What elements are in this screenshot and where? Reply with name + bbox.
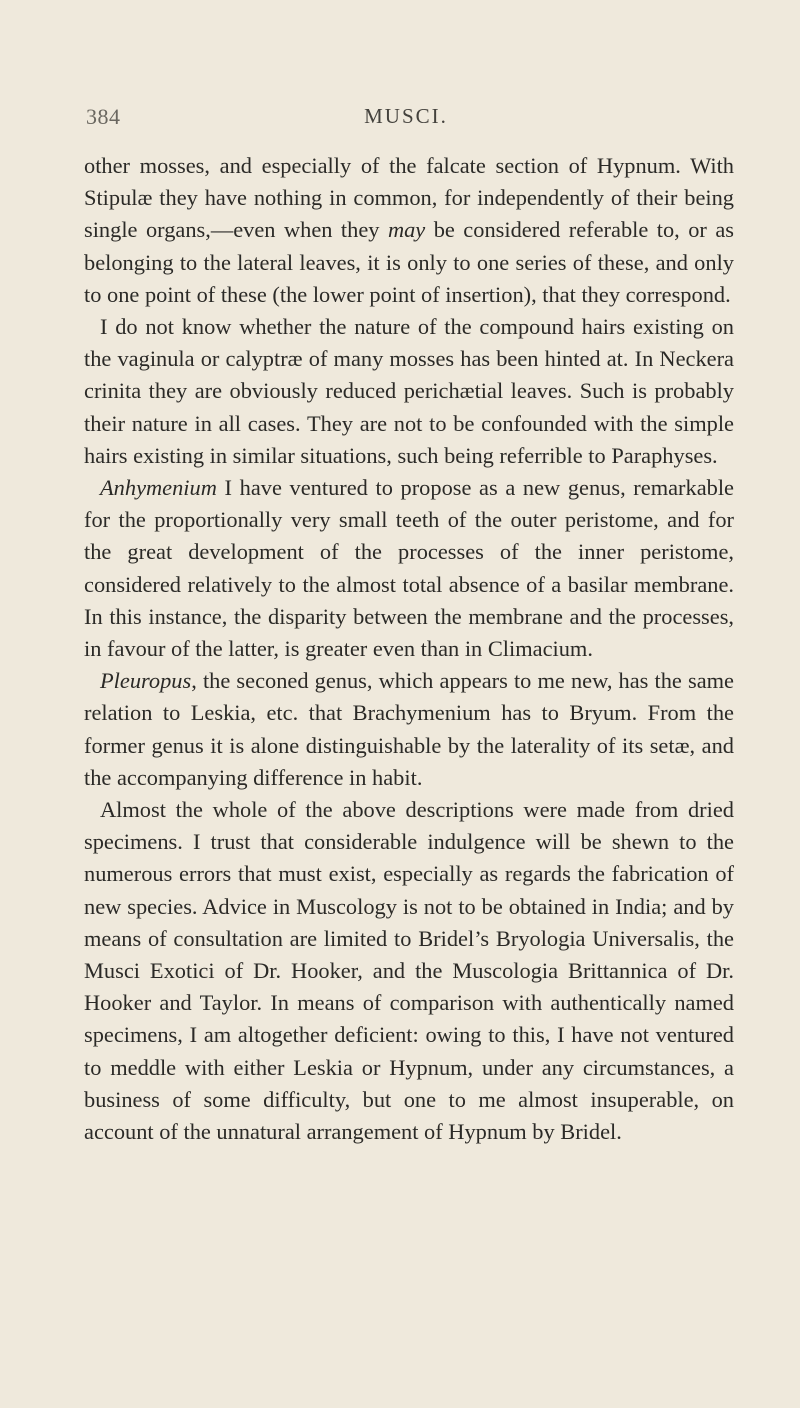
paragraph-3-italic: Anhymenium [100,475,217,501]
paragraph-3-text: I have ventured to propose as a new genus, remarkable for the proportionally very small teeth of the outer peristome, and for the great development of the processes of the inner peristome, considered relatively to the almost total absence of a basilar membrane. In this instance, the disparity between the membrane and the processes, in favour of the latter, is greater even than in Climacium. [84,475,734,662]
body-text [84,150,734,1148]
paragraph-4 [84,665,734,794]
running-head [86,104,726,134]
paragraph-4-italic: Pleuropus [100,668,192,694]
running-title: MUSCI. [364,104,448,128]
paragraph-4-text: , the seconed genus, which appears to me new, has the same relation to Leskia, etc. that Brachymenium has to Bryum. From the former genus it is alone distinguishable by the laterality of its setæ, and the accompanying difference in habit. [84,668,734,790]
paragraph-3 [84,472,734,665]
paragraph-1-text: other mosses, and especially of the falcate section of Hypnum. With Stipulæ they have nothing in common, for independently of their being single organs,—even when they [84,153,734,243]
page-number: 384 [86,104,121,129]
paragraph-5-text: Almost the whole of the above descriptions were made from dried specimens. I trust that considerable indulgence will be shewn to the numerous errors that must exist, especially as regards the fabrication of new species. Advice in Muscology is not to be obtained in India; and by means of consultation are limited to Bridel’s Bryologia Universalis, the Musci Exotici of Dr. Hooker, and the Muscologia Brittannica of Dr. Hooker and Taylor. In means of comparison with authentically named specimens, I am altogether deficient: owing to this, I have not ventured to meddle with either Leskia or Hypnum, under any circumstances, a business of some difficulty, but one to me almost insuperable, on account of the unnatural arrangement of Hypnum by Bridel. [84,797,734,1145]
paragraph-2-text: I do not know whether the nature of the compound hairs existing on the vaginula or calyptræ of many mosses has been hinted at. In Neckera crinita they are obviously reduced perichætial leaves. Such is probably their nature in all cases. They are not to be confounded with the simple hairs existing in similar situations, such being referrible to Paraphyses. [84,314,734,468]
paragraph-1 [84,150,734,311]
paragraph-5 [84,794,734,1148]
paragraph-1-italic: may [387,217,426,243]
paragraph-2 [84,311,734,472]
paragraph-1-text-after: be considered referable to, or as belonging to the lateral leaves, it is only to one series of these, and only to one point of these (the lower point of insertion), that they correspond. [84,217,735,307]
